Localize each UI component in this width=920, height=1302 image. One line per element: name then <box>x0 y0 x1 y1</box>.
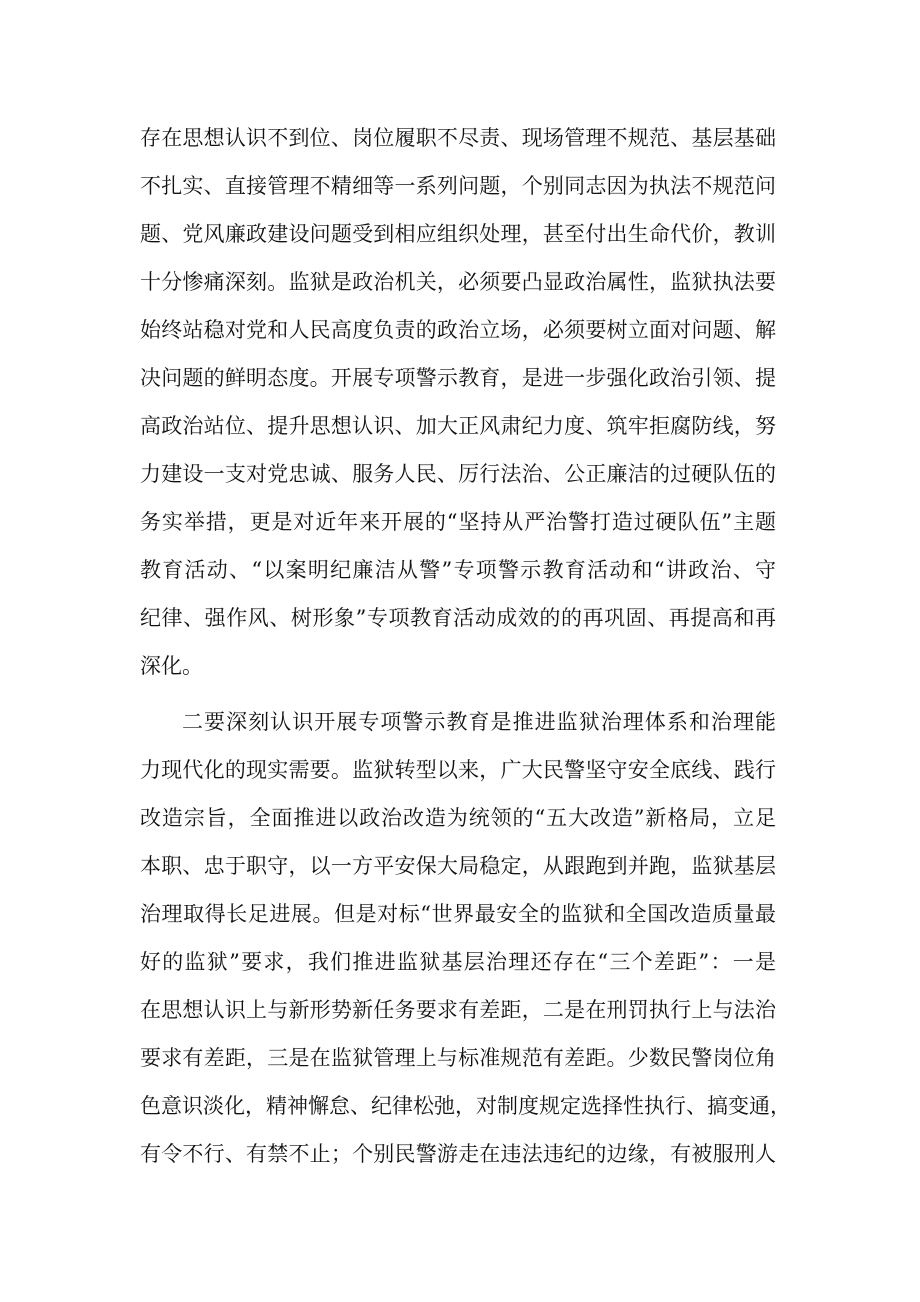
paragraph-2-line-9: 色意识淡化，精神懈怠、纪律松弛，对制度规定选择性执行、搞变通， <box>140 1094 791 1118</box>
paragraph-1-line-11: 纪律、强作风、树形象”专项教育活动成效的的再巩固、再提高和再 <box>140 606 776 630</box>
paragraph-1-line-3: 题、党风廉政建设问题受到相应组织处理，甚至付出生命代价，教训 <box>140 222 776 246</box>
paragraph-1-line-8: 力建设一支对党忠诚、服务人民、厉行法治、公正廉洁的过硬队伍的 <box>140 462 776 486</box>
paragraph-2-line-2: 力现代化的现实需要。监狱转型以来，广大民警坚守安全底线、践行 <box>140 758 776 782</box>
paragraph-2-line-3: 改造宗旨，全面推进以政治改造为统领的“五大改造”新格局，立足 <box>140 806 776 830</box>
paragraph-1-line-7: 高政治站位、提升思想认识、加大正风肃纪力度、筑牢拒腐防线，努 <box>140 414 776 438</box>
paragraph-1-line-1: 存在思想认识不到位、岗位履职不尽责、现场管理不规范、基层基础 <box>140 126 776 150</box>
paragraph-1-line-2: 不扎实、直接管理不精细等一系列问题，个别同志因为执法不规范问 <box>140 174 776 198</box>
paragraph-1-line-4: 十分惨痛深刻。监狱是政治机关，必须要凸显政治属性，监狱执法要 <box>140 270 776 294</box>
paragraph-2-line-7: 在思想认识上与新形势新任务要求有差距，二是在刑罚执行上与法治 <box>140 998 776 1022</box>
paragraph-1-line-6: 决问题的鲜明态度。开展专项警示教育，是进一步强化政治引领、提 <box>140 366 776 390</box>
paragraph-1-line-5: 始终站稳对党和人民高度负责的政治立场，必须要树立面对问题、解 <box>140 318 776 342</box>
paragraph-1-line-10: 教育活动、“以案明纪廉洁从警”专项警示教育活动和“讲政治、守 <box>140 558 776 582</box>
paragraph-1-line-9: 务实举措，更是对近年来开展的“坚持从严治警打造过硬队伍”主题 <box>140 510 776 534</box>
paragraph-2-line-6: 好的监狱”要求，我们推进监狱基层治理还存在“三个差距”：一是 <box>140 950 776 974</box>
paragraph-2-line-4: 本职、忠于职守，以一方平安保大局稳定，从跟跑到并跑，监狱基层 <box>140 854 776 878</box>
paragraph-1 <box>140 114 776 690</box>
paragraph-1-line-12: 深化。 <box>140 654 203 678</box>
paragraph-2-line-10: 有令不行、有禁不止；个别民警游走在违法违纪的边缘，有被服刑人 <box>140 1142 776 1166</box>
paragraph-2 <box>140 698 791 1178</box>
paragraph-2-line-1: 二要深刻认识开展专项警示教育是推进监狱治理体系和治理能 <box>182 710 776 734</box>
paragraph-2-line-8: 要求有差距，三是在监狱管理上与标准规范有差距。少数民警岗位角 <box>140 1046 776 1070</box>
paragraph-2-line-5: 治理取得长足进展。但是对标“世界最安全的监狱和全国改造质量最 <box>140 902 776 926</box>
